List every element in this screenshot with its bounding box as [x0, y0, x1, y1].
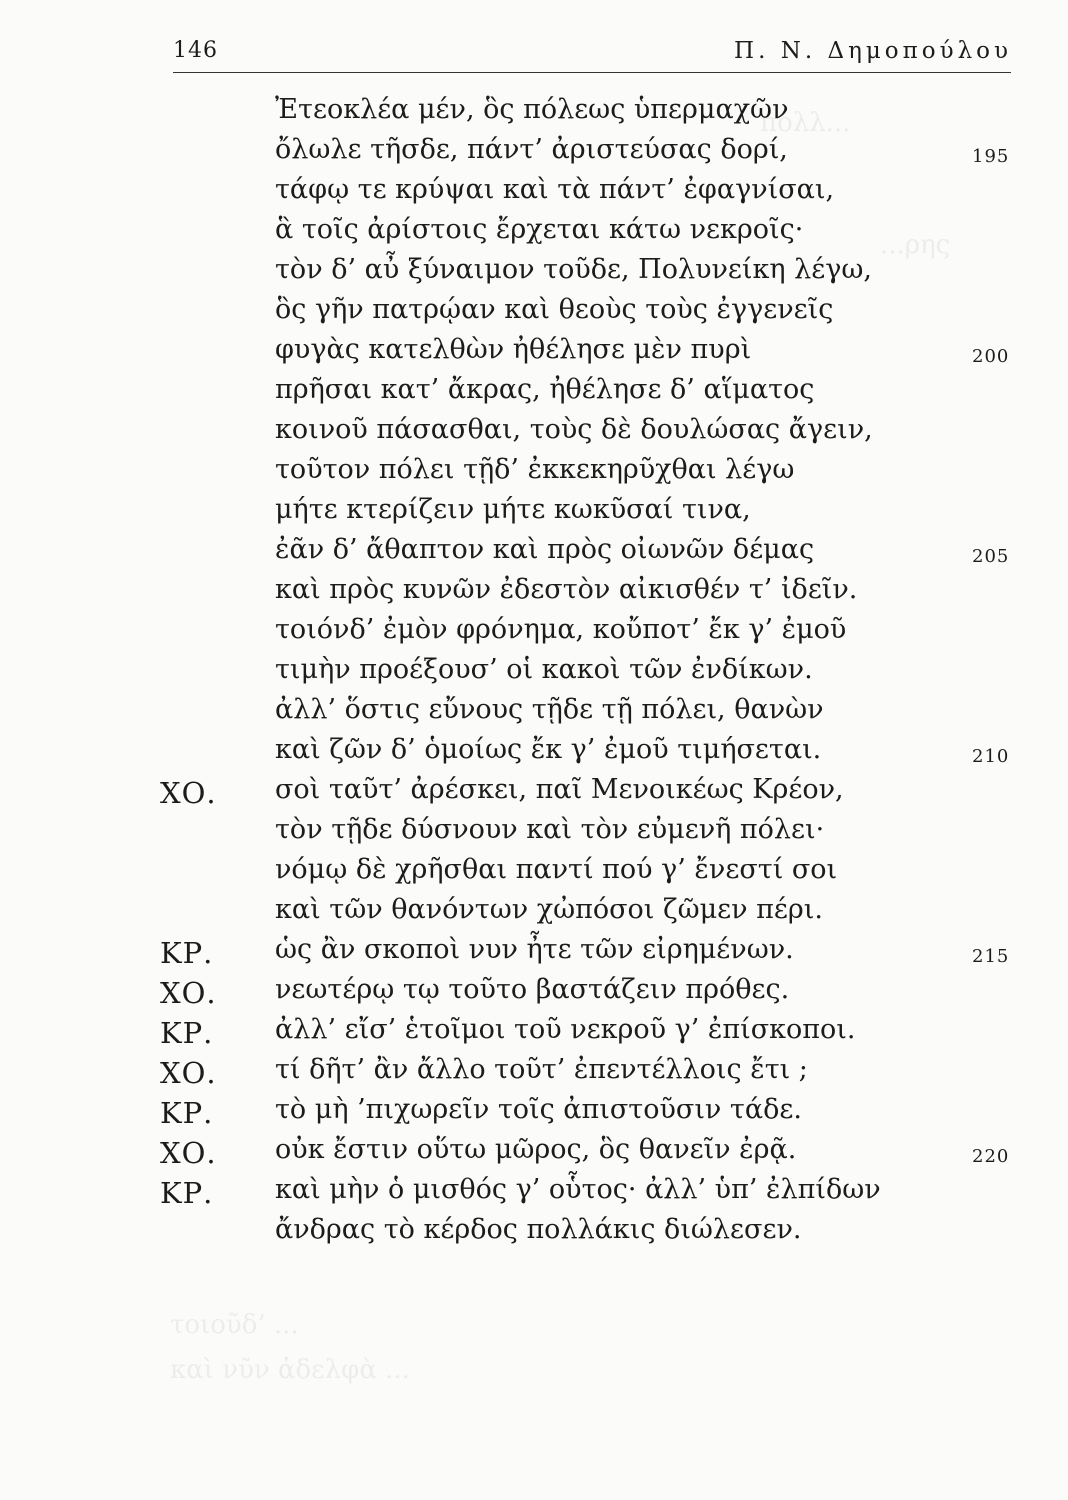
verse-text: ἄνδρας τὸ κέρδος πολλάκις διώλεσεν.	[275, 1214, 802, 1245]
verse-text: καὶ ζῶν δ’ ὁμοίως ἔκ γ’ ἐμοῦ τιμήσεται.	[275, 734, 822, 765]
verse-text: ἀλλ’ ὅστις εὔνους τῇδε τῇ πόλει, θανὼν	[275, 694, 824, 725]
verse-line	[0, 214, 1068, 254]
verse-text: νεωτέρῳ τῳ τοῦτο βαστάζειν πρόθες.	[275, 974, 790, 1005]
verse-text: κοινοῦ πάσασθαι, τοὺς δὲ δουλώσας ἄγειν,	[275, 414, 873, 445]
verse-text: ἀλλ’ εἴσ’ ἑτοῖμοι τοῦ νεκροῦ γ’ ἐπίσκοποι.	[275, 1014, 856, 1045]
verse-text: καὶ τῶν θανόντων χὠπόσοι ζῶμεν πέρι.	[275, 894, 823, 925]
verse-text: τιμὴν προέξουσ’ οἱ κακοὶ τῶν ἐνδίκων.	[275, 654, 813, 685]
verse-text: ὃς γῆν πατρῴαν καὶ θεοὺς τοὺς ἐγγενεῖς	[275, 294, 834, 325]
speaker-label: ΚΡ.	[160, 936, 214, 970]
running-head: Π. Ν. Δημοπούλου	[734, 38, 1012, 64]
verse-line	[0, 574, 1068, 614]
page-header	[0, 38, 1068, 78]
verse-line	[0, 614, 1068, 654]
verse-text: οὐκ ἔστιν οὕτω μῶρος, ὃς θανεῖν ἐρᾷ.	[275, 1134, 797, 1165]
bleed-through-text: ...ρης	[880, 230, 951, 260]
verse-text: ἃ τοῖς ἀρίστοις ἔρχεται κάτω νεκροῖς·	[275, 214, 804, 245]
verse-text: καὶ πρὸς κυνῶν ἐδεστὸν αἰκισθέν τ’ ἰδεῖν.	[275, 574, 858, 605]
speaker-label: ΧΟ.	[160, 976, 217, 1010]
verse-text: ὄλωλε τῆσδε, πάντ’ ἀριστεύσας δορί,	[275, 134, 788, 165]
verse-text: φυγὰς κατελθὼν ἠθέλησε μὲν πυρὶ	[275, 334, 752, 365]
verse-line	[0, 974, 1068, 1014]
verse-line	[0, 1174, 1068, 1214]
verse-text: πρῆσαι κατ’ ἄκρας, ἠθέλησε δ’ αἵματος	[275, 374, 815, 405]
verse-line	[0, 814, 1068, 854]
line-number: 205	[972, 546, 1010, 567]
verse-text: τί δῆτ’ ἂν ἄλλο τοῦτ’ ἐπεντέλλοις ἔτι ;	[275, 1054, 808, 1085]
verse-text: μήτε κτερίζειν μήτε κωκῦσαί τινα,	[275, 494, 751, 525]
line-number: 195	[972, 146, 1010, 167]
verse-lines	[0, 94, 1068, 1254]
verse-text: νόμῳ δὲ χρῆσθαι παντί πού γ’ ἔνεστί σοι	[275, 854, 838, 885]
verse-line	[0, 854, 1068, 894]
verse-text: ἐᾶν δ’ ἄθαπτον καὶ πρὸς οἰωνῶν δέμας	[275, 534, 815, 565]
verse-line	[0, 1014, 1068, 1054]
page-number: 146	[173, 38, 218, 63]
bleed-through-text: τοιοῦδ’ ...	[170, 1310, 299, 1340]
verse-text: σοὶ ταῦτ’ ἀρέσκει, παῖ Μενοικέως Κρέον,	[275, 774, 844, 805]
verse-line	[0, 134, 1068, 174]
verse-line	[0, 694, 1068, 734]
verse-text: τὸ μὴ ’πιχωρεῖν τοῖς ἀπιστοῦσιν τάδε.	[275, 1094, 802, 1125]
speaker-label: ΧΟ.	[160, 1056, 217, 1090]
verse-text: Ἐτεοκλέα μέν, ὃς πόλεως ὑπερμαχῶν	[275, 94, 789, 125]
verse-line	[0, 334, 1068, 374]
verse-line	[0, 374, 1068, 414]
line-number: 215	[972, 946, 1010, 967]
verse-line	[0, 254, 1068, 294]
verse-line	[0, 894, 1068, 934]
speaker-label: ΧΟ.	[160, 1136, 217, 1170]
verse-text: καὶ μὴν ὁ μισθός γ’ οὗτος· ἀλλ’ ὑπ’ ἐλπίδων	[275, 1174, 881, 1205]
verse-line	[0, 454, 1068, 494]
verse-line	[0, 734, 1068, 774]
verse-text: τοιόνδ’ ἐμὸν φρόνημα, κοὔποτ’ ἔκ γ’ ἐμοῦ	[275, 614, 847, 645]
bleed-through-text: καὶ νῦν ἀδελφὰ ...	[170, 1355, 410, 1385]
verse-line	[0, 1134, 1068, 1174]
line-number: 220	[972, 1146, 1010, 1167]
header-rule	[173, 72, 1011, 73]
verse-line	[0, 494, 1068, 534]
verse-text: τοῦτον πόλει τῇδ’ ἐκκεκηρῦχθαι λέγω	[275, 454, 795, 485]
verse-text: τάφῳ τε κρύψαι καὶ τὰ πάντ’ ἐφαγνίσαι,	[275, 174, 835, 205]
verse-line	[0, 534, 1068, 574]
verse-line	[0, 174, 1068, 214]
bleed-through-text: πολλ...	[760, 108, 851, 138]
verse-line	[0, 1094, 1068, 1134]
verse-line	[0, 1054, 1068, 1094]
verse-text: τὸν τῇδε δύσνουν καὶ τὸν εὐμενῆ πόλει·	[275, 814, 825, 845]
verse-line	[0, 934, 1068, 974]
verse-line	[0, 94, 1068, 134]
verse-line	[0, 294, 1068, 334]
speaker-label: ΚΡ.	[160, 1176, 214, 1210]
verse-text: ὡς ἂν σκοποὶ νυν ἦτε τῶν εἰρημένων.	[275, 934, 794, 965]
verse-line	[0, 414, 1068, 454]
verse-line	[0, 1214, 1068, 1254]
speaker-label: ΧΟ.	[160, 776, 217, 810]
verse-line	[0, 774, 1068, 814]
speaker-label: ΚΡ.	[160, 1016, 214, 1050]
speaker-label: ΚΡ.	[160, 1096, 214, 1130]
verse-line	[0, 654, 1068, 694]
verse-text: τὸν δ’ αὖ ξύναιμον τοῦδε, Πολυνείκη λέγω,	[275, 254, 872, 285]
line-number: 210	[972, 746, 1010, 767]
line-number: 200	[972, 346, 1010, 367]
